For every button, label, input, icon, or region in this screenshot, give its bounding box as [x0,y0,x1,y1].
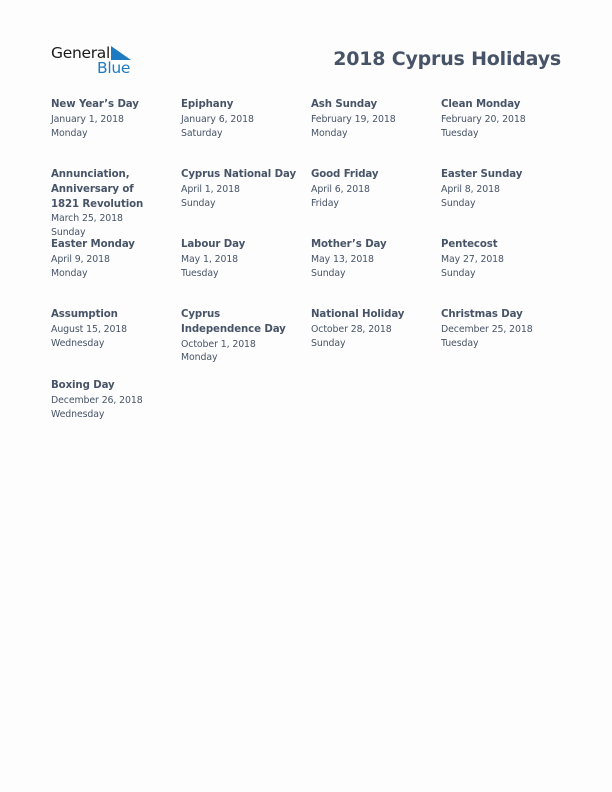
holiday-name: Assumption [51,309,118,320]
holiday-entry [311,98,437,140]
logo-word-general: General [51,44,110,62]
page-title: 2018 Cyprus Holidays [333,48,561,70]
holiday-weekday: Sunday [311,337,346,349]
holiday-date: April 6, 2018 [311,183,370,195]
holiday-weekday: Sunday [181,197,216,209]
holiday-entry [441,308,567,350]
holiday-entry [51,308,177,350]
holiday-name: New Year’s Day [51,99,139,110]
holiday-entry [51,379,177,421]
holiday-date: April 1, 2018 [181,183,240,195]
holiday-weekday: Wednesday [51,337,105,349]
holiday-name: Mother’s Day [311,239,387,250]
holiday-date: October 1, 2018 [181,338,256,350]
holiday-weekday: Sunday [311,267,346,279]
holiday-date: April 8, 2018 [441,183,500,195]
holiday-weekday: Wednesday [51,408,105,420]
holiday-name: Annunciation, Anniversary of 1821 Revolution [51,169,144,210]
holiday-entry [181,98,307,140]
holiday-entry [441,98,567,140]
holiday-name: Labour Day [181,239,246,250]
holiday-date: January 6, 2018 [181,113,254,125]
holiday-weekday: Saturday [181,127,223,139]
holiday-date: February 19, 2018 [311,113,396,125]
holiday-date: February 20, 2018 [441,113,526,125]
holiday-entry [51,98,177,140]
holiday-entry [441,168,567,210]
holiday-date: January 1, 2018 [51,113,124,125]
holiday-entry [441,238,567,280]
holiday-name: Easter Monday [51,239,135,250]
holiday-weekday: Monday [51,267,88,279]
holiday-name: Epiphany [181,99,234,110]
holiday-date: December 25, 2018 [441,323,533,335]
holiday-entry [181,168,307,210]
holiday-weekday: Sunday [51,227,86,239]
holiday-name: Christmas Day [441,309,523,320]
holiday-weekday: Sunday [441,267,476,279]
holiday-weekday: Friday [311,197,339,209]
holiday-entry [311,308,437,350]
holiday-name: Ash Sunday [311,99,378,110]
holiday-name: National Holiday [311,309,405,320]
holiday-name: Pentecost [441,239,498,250]
holiday-weekday: Tuesday [181,267,219,279]
holiday-weekday: Tuesday [441,337,479,349]
holiday-weekday: Monday [181,352,218,364]
holiday-weekday: Monday [311,127,348,139]
holiday-entry [51,168,159,240]
holiday-name: Boxing Day [51,380,115,391]
holiday-entry [181,238,307,280]
holiday-date: March 25, 2018 [51,213,123,225]
holiday-date: May 13, 2018 [311,253,374,265]
holiday-weekday: Sunday [441,197,476,209]
holiday-entry [311,238,437,280]
holiday-weekday: Tuesday [441,127,479,139]
holiday-name: Easter Sunday [441,169,523,180]
holiday-entry [181,308,299,365]
holiday-name: Good Friday [311,169,379,180]
holiday-date: May 1, 2018 [181,253,239,265]
holiday-date: May 27, 2018 [441,253,504,265]
logo-word-blue: Blue [97,59,131,77]
holiday-date: December 26, 2018 [51,394,143,406]
holiday-name: Cyprus Independence Day [181,309,286,335]
holiday-entry [51,238,177,280]
holiday-date: October 28, 2018 [311,323,392,335]
holiday-entry [311,168,437,210]
holiday-name: Cyprus National Day [181,169,296,180]
holiday-name: Clean Monday [441,99,521,110]
holiday-date: August 15, 2018 [51,323,128,335]
holiday-weekday: Monday [51,127,88,139]
generalblue-logo [51,44,141,78]
logo-triangle-icon [111,46,131,60]
holiday-date: April 9, 2018 [51,253,110,265]
